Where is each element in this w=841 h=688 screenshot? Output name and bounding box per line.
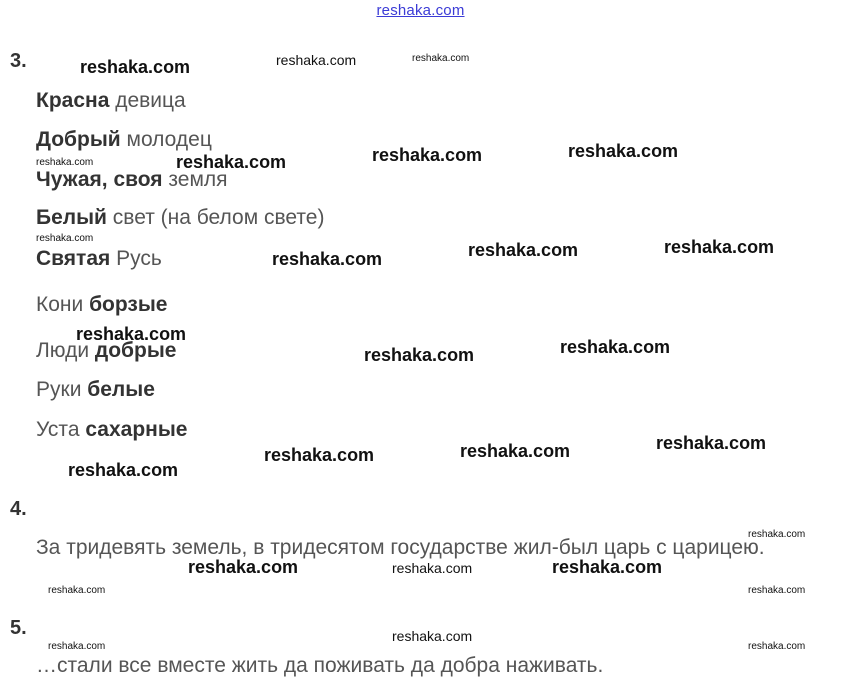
- phrase-line: [36, 247, 162, 271]
- phrase-normal: Руки: [36, 378, 88, 401]
- phrase-normal: Уста: [36, 418, 86, 441]
- phrase-line: [36, 378, 155, 402]
- watermark: reshaka.com: [176, 152, 287, 172]
- watermark: reshaka.com: [68, 460, 179, 480]
- watermark: reshaka.com: [372, 145, 483, 165]
- phrase-bold: Чужая, своя: [36, 168, 163, 191]
- watermark: reshaka.com: [276, 52, 357, 68]
- watermark: reshaka.com: [264, 445, 375, 465]
- phrase-bold: Белый: [36, 206, 107, 229]
- watermark: reshaka.com: [188, 557, 299, 577]
- watermark: reshaka.com: [748, 641, 806, 652]
- watermark: reshaka.com: [664, 237, 775, 257]
- watermark: reshaka.com: [568, 141, 679, 161]
- watermark: reshaka.com: [412, 53, 470, 64]
- watermark: reshaka.com: [364, 345, 475, 365]
- phrase-line: [36, 128, 212, 152]
- watermark: reshaka.com: [552, 557, 663, 577]
- phrase-normal: девица: [109, 89, 186, 112]
- watermark: reshaka.com: [272, 249, 383, 269]
- phrase-line: [36, 206, 324, 230]
- watermark: reshaka.com: [656, 433, 767, 453]
- watermark: reshaka.com: [76, 324, 187, 344]
- phrase-bold: борзые: [89, 293, 168, 316]
- phrase-bold: сахарные: [85, 418, 188, 441]
- section-4-text: За тридевять земель, в тридесятом государстве жил-был царь с царицею.: [36, 536, 765, 559]
- watermark: reshaka.com: [460, 441, 571, 461]
- watermark: reshaka.com: [748, 529, 806, 540]
- watermark: reshaka.com: [392, 560, 473, 576]
- watermark: reshaka.com: [36, 157, 94, 168]
- phrase-bold: белые: [87, 378, 155, 401]
- watermark: reshaka.com: [392, 628, 473, 644]
- phrase-normal: земля: [162, 168, 228, 191]
- section-4-number: 4.: [10, 498, 27, 520]
- phrase-normal: Кони: [36, 293, 90, 316]
- watermark: reshaka.com: [80, 57, 191, 77]
- section-3-number: 3.: [10, 50, 27, 72]
- watermark: reshaka.com: [36, 233, 94, 244]
- phrase-normal: свет (на белом свете): [106, 206, 325, 229]
- watermark: reshaka.com: [560, 337, 671, 357]
- phrase-line: [36, 293, 167, 317]
- phrase-normal: молодец: [120, 128, 212, 151]
- watermark: reshaka.com: [48, 585, 106, 596]
- phrase-bold: Красна: [36, 89, 110, 112]
- watermark: reshaka.com: [468, 240, 579, 260]
- watermark: reshaka.com: [748, 585, 806, 596]
- phrase-bold: Добрый: [36, 128, 121, 151]
- header-site-link[interactable]: reshaka.com: [376, 2, 465, 19]
- phrase-line: [36, 89, 186, 113]
- watermark: reshaka.com: [48, 641, 106, 652]
- phrase-normal: Русь: [110, 247, 162, 270]
- phrase-line: [36, 418, 187, 442]
- section-5-number: 5.: [10, 617, 27, 639]
- section-5-text: …стали все вместе жить да поживать да добра наживать.: [36, 654, 604, 677]
- phrase-bold: добрые: [94, 339, 177, 362]
- phrase-normal: Люди: [36, 339, 95, 362]
- phrase-bold: Святая: [36, 247, 111, 270]
